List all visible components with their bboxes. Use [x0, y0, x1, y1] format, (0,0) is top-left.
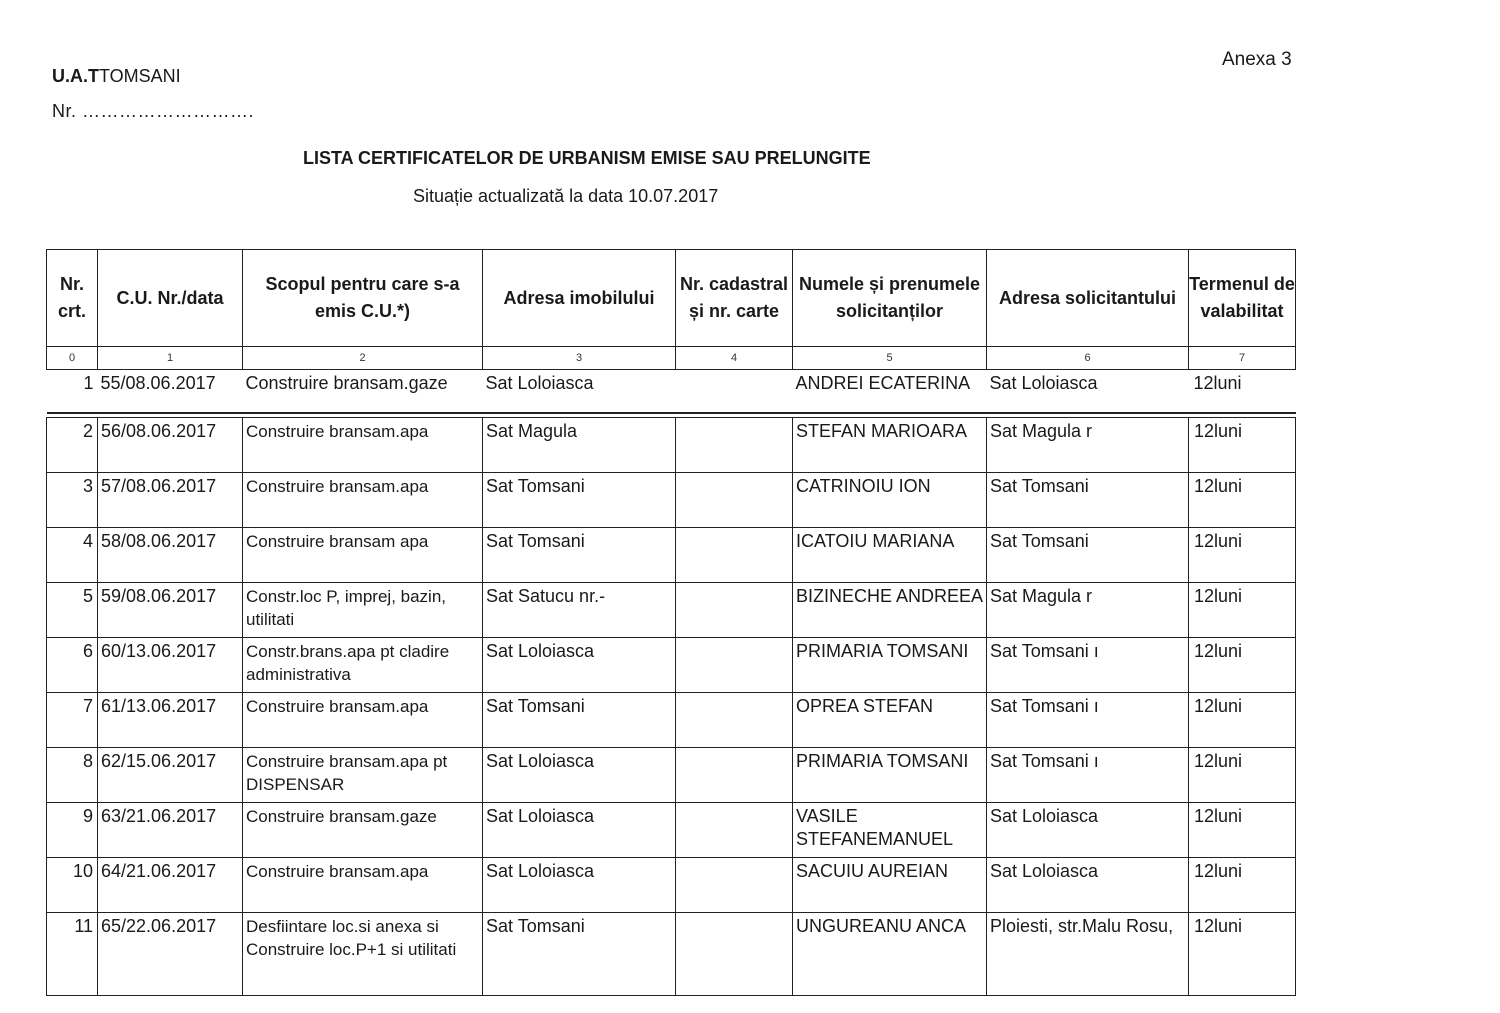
row-cu: 60/13.06.2017 — [98, 638, 243, 693]
row-property-address: Sat Tomsani — [483, 693, 676, 748]
row-nr: 2 — [47, 418, 98, 473]
row-cadastral — [676, 858, 793, 913]
row-applicant-name: ANDREI ECATERINA — [793, 370, 987, 414]
table-row — [47, 803, 1296, 858]
row-nr: 3 — [47, 473, 98, 528]
row-cu: 63/21.06.2017 — [98, 803, 243, 858]
row-purpose: Construire bransam.apa — [243, 418, 483, 473]
row-property-address: Sat Loloiasca — [483, 803, 676, 858]
row-purpose: Constr.loc P, imprej, bazin, utilitati — [243, 583, 483, 638]
column-index: 7 — [1189, 347, 1296, 370]
row-nr: 7 — [47, 693, 98, 748]
row-cadastral — [676, 748, 793, 803]
table-row — [47, 583, 1296, 638]
row-applicant-name: UNGUREANU ANCA — [793, 913, 987, 996]
row-applicant-address: Sat Tomsani ı — [987, 638, 1189, 693]
row-validity: 12luni — [1189, 528, 1296, 583]
row-nr: 4 — [47, 528, 98, 583]
column-index: 5 — [793, 347, 987, 370]
column-index: 1 — [98, 347, 243, 370]
row-property-address: Sat Loloiasca — [483, 858, 676, 913]
row-cu: 61/13.06.2017 — [98, 693, 243, 748]
uat-heading — [52, 66, 181, 87]
row-cu: 56/08.06.2017 — [98, 418, 243, 473]
row-cadastral — [676, 528, 793, 583]
row-applicant-name: PRIMARIA TOMSANI — [793, 638, 987, 693]
row-cadastral — [676, 583, 793, 638]
row-property-address: Sat Tomsani — [483, 473, 676, 528]
table-row — [47, 418, 1296, 473]
row-purpose: Construire bransam.gaze — [243, 803, 483, 858]
row-cu: 65/22.06.2017 — [98, 913, 243, 996]
uat-name: TOMSANI — [99, 66, 181, 86]
row-validity: 12luni — [1189, 693, 1296, 748]
column-index-row — [47, 347, 1296, 370]
row-applicant-address: Sat Tomsani ı — [987, 693, 1189, 748]
column-index: 3 — [483, 347, 676, 370]
column-index: 2 — [243, 347, 483, 370]
row-applicant-address: Sat Loloiasca — [987, 370, 1189, 414]
row-applicant-address: Sat Loloiasca — [987, 803, 1189, 858]
row-purpose: Construire bransam.apa — [243, 858, 483, 913]
row-applicant-address: Sat Magula r — [987, 583, 1189, 638]
row-validity: 12luni — [1189, 803, 1296, 858]
row-property-address: Sat Loloiasca — [483, 638, 676, 693]
row-purpose: Desfiintare loc.si anexa si Construire loc.P+1 si utilitati — [243, 913, 483, 996]
row-applicant-name: OPREA STEFAN — [793, 693, 987, 748]
row-property-address: Sat Tomsani — [483, 528, 676, 583]
column-index: 0 — [47, 347, 98, 370]
page-subtitle: Situație actualizată la data 10.07.2017 — [413, 186, 719, 206]
table-row — [47, 858, 1296, 913]
row-validity: 12luni — [1189, 638, 1296, 693]
column-header-purpose: Scopul pentru care s-a emis C.U.*) — [243, 250, 483, 347]
table-row — [47, 638, 1296, 693]
row-nr: 6 — [47, 638, 98, 693]
row-nr: 5 — [47, 583, 98, 638]
row-purpose: Construire bransam.apa — [243, 693, 483, 748]
column-header-cadastral: Nr. cadastral și nr. carte — [676, 250, 793, 347]
uat-prefix: U.A.T — [52, 66, 99, 86]
row-validity: 12luni — [1189, 913, 1296, 996]
row-applicant-address: Sat Tomsani — [987, 528, 1189, 583]
row-applicant-name: STEFAN MARIOARA — [793, 418, 987, 473]
row-cadastral — [676, 638, 793, 693]
row-applicant-address: Sat Loloiasca — [987, 858, 1189, 913]
row-applicant-name: SACUIU AUREIAN — [793, 858, 987, 913]
row-cu: 58/08.06.2017 — [98, 528, 243, 583]
row-validity: 12luni — [1189, 858, 1296, 913]
row-purpose: Construire bransam.gaze — [243, 370, 483, 414]
row-validity: 12luni — [1189, 473, 1296, 528]
column-header-property-address: Adresa imobilului — [483, 250, 676, 347]
row-nr: 1 — [47, 370, 98, 414]
row-applicant-name: VASILE STEFANEMANUEL — [793, 803, 987, 858]
row-property-address: Sat Satucu nr.- — [483, 583, 676, 638]
column-header-cu: C.U. Nr./data — [98, 250, 243, 347]
row-nr: 11 — [47, 913, 98, 996]
annex-label: Anexa 3 — [1222, 49, 1292, 70]
row-applicant-name: PRIMARIA TOMSANI — [793, 748, 987, 803]
column-index: 4 — [676, 347, 793, 370]
row-property-address: Sat Magula — [483, 418, 676, 473]
row-cadastral — [676, 693, 793, 748]
row-purpose: Construire bransam apa — [243, 528, 483, 583]
row-nr: 8 — [47, 748, 98, 803]
row-validity: 12luni — [1189, 370, 1296, 414]
row-validity: 12luni — [1189, 418, 1296, 473]
row-cadastral — [676, 803, 793, 858]
column-header-applicant-name: Numele și prenumele solicitanților — [793, 250, 987, 347]
row-purpose: Construire bransam.apa — [243, 473, 483, 528]
row-cu: 64/21.06.2017 — [98, 858, 243, 913]
row-cu: 57/08.06.2017 — [98, 473, 243, 528]
table-header-row — [47, 250, 1296, 347]
certificates-table — [46, 249, 1296, 996]
row-nr: 10 — [47, 858, 98, 913]
row-purpose: Construire bransam.apa pt DISPENSAR — [243, 748, 483, 803]
row-applicant-address: Sat Tomsani — [987, 473, 1189, 528]
table-row — [47, 528, 1296, 583]
row-cadastral — [676, 370, 793, 414]
column-header-validity: Termenul de valabilitat — [1189, 250, 1296, 347]
row-nr: 9 — [47, 803, 98, 858]
row-property-address: Sat Tomsani — [483, 913, 676, 996]
row-applicant-address: Ploiesti, str.Malu Rosu, — [987, 913, 1189, 996]
table-row — [47, 748, 1296, 803]
row-cu: 55/08.06.2017 — [98, 370, 243, 414]
row-cadastral — [676, 418, 793, 473]
row-property-address: Sat Loloiasca — [483, 748, 676, 803]
row-cadastral — [676, 473, 793, 528]
table-row — [47, 693, 1296, 748]
row-applicant-name: BIZINECHE ANDREEA — [793, 583, 987, 638]
row-cu: 59/08.06.2017 — [98, 583, 243, 638]
row-validity: 12luni — [1189, 748, 1296, 803]
registration-number-line: Nr. ………………………. — [52, 101, 255, 121]
row-property-address: Sat Loloiasca — [483, 370, 676, 414]
column-header-nr: Nr. crt. — [47, 250, 98, 347]
column-index: 6 — [987, 347, 1189, 370]
row-validity: 12luni — [1189, 583, 1296, 638]
row-cadastral — [676, 913, 793, 996]
table-row — [47, 473, 1296, 528]
table-row — [47, 913, 1296, 996]
page-title: LISTA CERTIFICATELOR DE URBANISM EMISE SAU PRELUNGITE — [303, 148, 871, 168]
row-purpose: Constr.brans.apa pt cladire administrativa — [243, 638, 483, 693]
row-cu: 62/15.06.2017 — [98, 748, 243, 803]
column-header-applicant-address: Adresa solicitantului — [987, 250, 1189, 347]
row-applicant-name: ICATOIU MARIANA — [793, 528, 987, 583]
row-applicant-name: CATRINOIU ION — [793, 473, 987, 528]
table-row — [47, 370, 1296, 414]
row-applicant-address: Sat Magula r — [987, 418, 1189, 473]
row-applicant-address: Sat Tomsani ı — [987, 748, 1189, 803]
